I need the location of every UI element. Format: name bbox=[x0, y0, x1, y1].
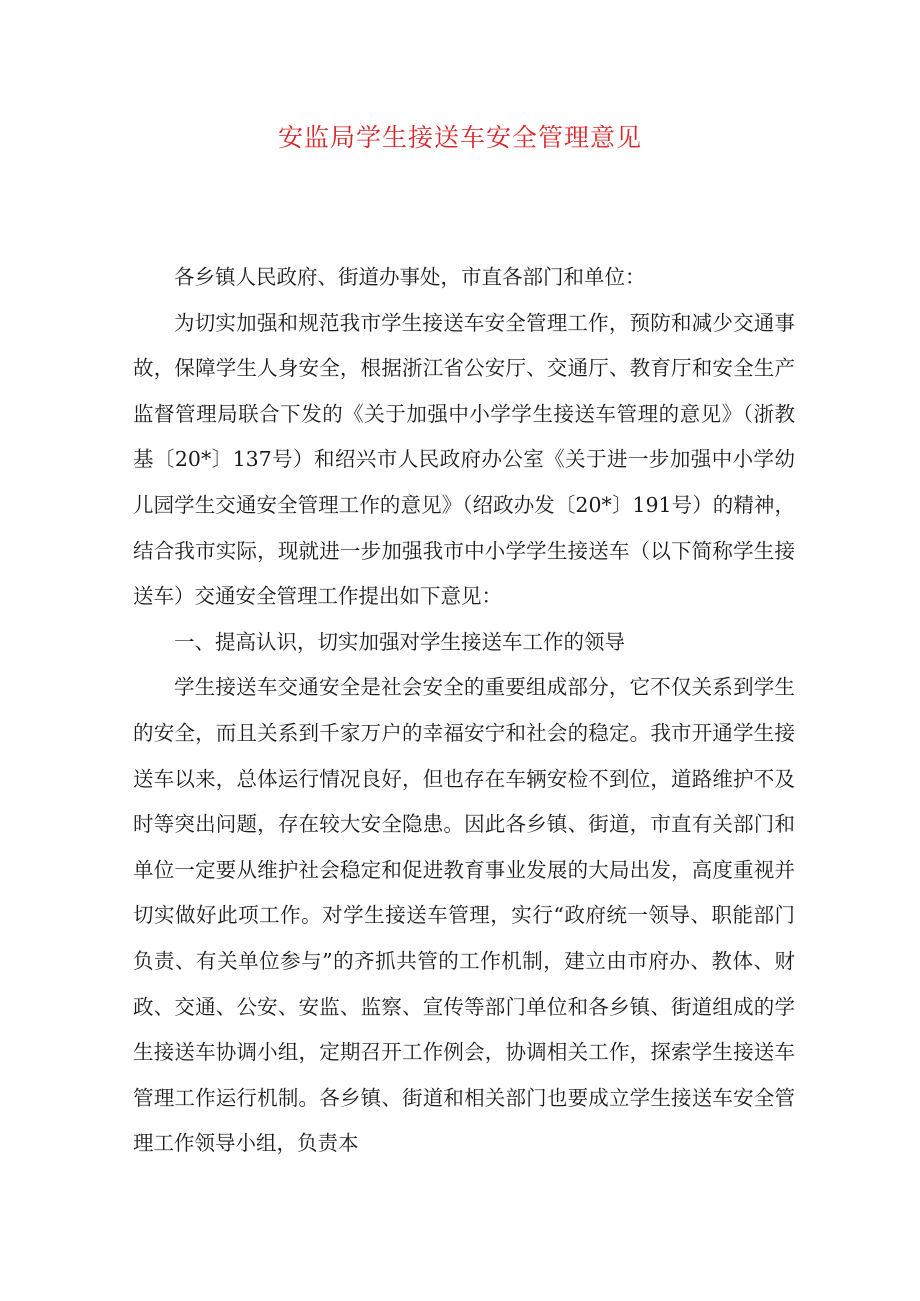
document-body bbox=[133, 255, 795, 1167]
section-heading-1: 一、提高认识，切实加强对学生接送车工作的领导 bbox=[174, 629, 625, 654]
document-title: 安监局学生接送车安全管理意见 bbox=[277, 123, 642, 152]
salutation: 各乡镇人民政府、街道办事处，市直各部门和单位： bbox=[174, 265, 646, 289]
paragraph-intro: 为切实加强和规范我市学生接送车安全管理工作，预防和减少交通事故，保障学生人身安全，根据浙江省公安厅、交通厅、教育厅和安全生产监督管理局联合下发的《关于加强中小学学生接送车管理的意见》（浙教基〔20*〕137号）和绍兴市人民政府办公室《关于进一步加强中小学幼儿园学生交通安全管理工作的意见》（绍政办发〔20*〕191号）的精神，结合我市实际，现就进一步加强我市中小学学生接送车（以下简称学生接送车）交通安全管理工作提出如下意见： bbox=[133, 310, 795, 609]
paragraph-section-1: 学生接送车交通安全是社会安全的重要组成部分，它不仅关系到学生的安全，而且关系到千家万户的幸福安宁和社会的稳定。我市开通学生接送车以来，总体运行情况良好，但也存在车辆安检不到位，道路维护不及时等突出问题，存在较大安全隐患。因此各乡镇、街道，市直有关部门和单位一定要从维护社会稳定和促进教育事业发展的大局出发，高度重视并切实做好此项工作。对学生接送车管理，实行“政府统一领导、职能部门负责、有关单位参与”的齐抓共管的工作机制，建立由市府办、教体、财政、交通、公安、安监、监察、宣传等部门单位和各乡镇、街道组成的学生接送车协调小组，定期召开工作例会，协调相关工作，探索学生接送车管理工作运行机制。各乡镇、街道和相关部门也要成立学生接送车安全管理工作领导小组，负责本 bbox=[133, 675, 795, 1156]
